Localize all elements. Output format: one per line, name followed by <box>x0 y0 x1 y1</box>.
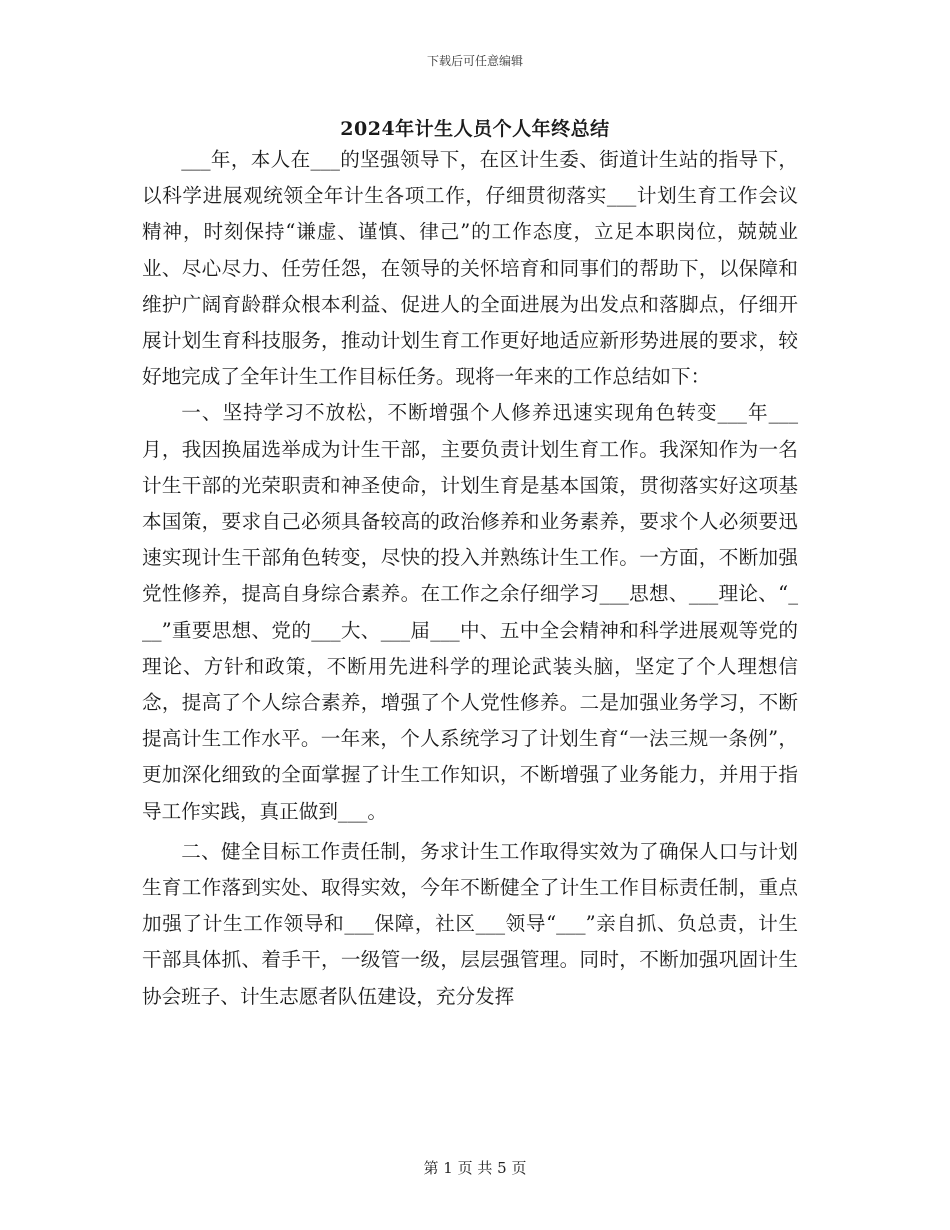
paragraph-intro: ___年，本人在___的坚强领导下，在区计生委、街道计生站的指导下，以科学进展观统领全年计生各项工作，仔细贯彻落实___计划生育工作会议精神，时刻保持“谦虚、谨慎、律己”的工作态度，立足本职岗位，兢兢业业、尽心尽力、任劳任怨，在领导的关怀培育和同事们的帮助下，以保障和维护广阔育龄群众根本利益、促进人的全面进展为出发点和落脚点，仔细开展计划生育科技服务，推动计划生育工作更好地适应新形势进展的要求，较好地完成了全年计生工作目标任务。现将一年来的工作总结如下： <box>142 148 798 389</box>
document-title: 2024年计生人员个人年终总结 <box>340 118 610 140</box>
document-body <box>142 142 798 1015</box>
header-note: 下载后可任意编辑 <box>426 54 523 68</box>
paragraph-section-1: 一、坚持学习不放松，不断增强个人修养迅速实现角色转变___年___月，我因换届选举成为计生干部，主要负责计划生育工作。我深知作为一名计生干部的光荣职责和神圣使命，计划生育是基本国策，贯彻落实好这项基本国策，要求自己必须具备较高的政治修养和业务素养，要求个人必须要迅速实现计生干部角色转变，尽快的投入并熟练计生工作。一方面，不断加强党性修养，提高自身综合素养。在工作之余仔细学习___思想、___理论、“___”重要思想、党的___大、___届___中、五中全会精神和科学进展观等党的理论、方针和政策，不断用先进科学的理论武装头脑，坚定了个人理想信念，提高了个人综合素养，增强了个人党性修养。二是加强业务学习，不断提高计生工作水平。一年来，个人系统学习了计划生育“一法三规一条例”，更加深化细致的全面掌握了计生工作知识，不断增强了业务能力，并用于指导工作实践，真正做到___。 <box>142 401 798 823</box>
page-number: 第 1 页 共 5 页 <box>423 1159 527 1177</box>
paragraph-section-2: 二、健全目标工作责任制，务求计生工作取得实效为了确保人口与计划生育工作落到实处、取得实效，今年不断健全了计生工作目标责任制，重点加强了计生工作领导和___保障，社区___领导“___”亲自抓、负总责，计生干部具体抓、着手干，一级管一级，层层强管理。同时，不断加强巩固计生协会班子、计生志愿者队伍建设，充分发挥 <box>142 839 798 1008</box>
